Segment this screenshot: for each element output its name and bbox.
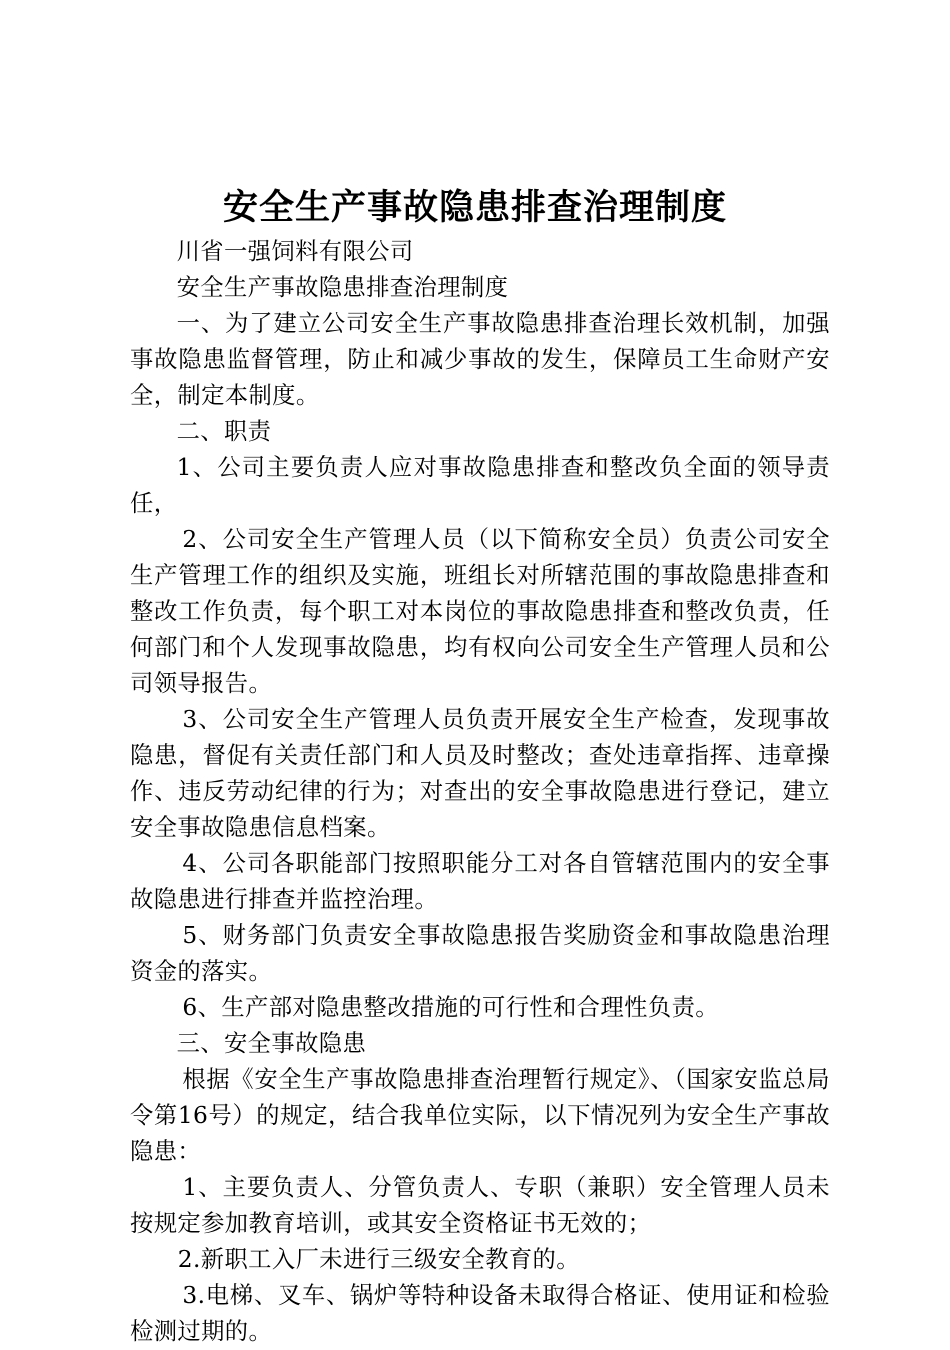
hazard-item-2: 2.新职工入厂未进行三级安全教育的。: [177, 1246, 580, 1273]
responsibility-item-6: 6、生产部对隐患整改措施的可行性和合理性负责。: [182, 994, 719, 1021]
responsibility-item-1: 1、公司主要负责人应对事故隐患排查和整改负全面的领导责任，: [130, 454, 830, 517]
company-name: 川省一强饲料有限公司: [176, 238, 414, 265]
responsibility-item-4: 4、公司各职能部门按照职能分工对各自管辖范围内的安全事故隐患进行排查并监控治理。: [130, 850, 830, 913]
hazard-item-1: 1、主要负责人、分管负责人、专职（兼职）安全管理人员未按规定参加教育培训，或其安全资格证书无效的；: [130, 1174, 830, 1237]
responsibility-item-2: 2、公司安全生产管理人员（以下简称安全员）负责公司安全生产管理工作的组织及实施，班组长对所辖范围的事故隐患排查和整改工作负责，每个职工对本岗位的事故隐患排查和整改负责，任何部门和个人发现事故隐患，均有权向公司安全生产管理人员和公司领导报告。: [130, 526, 830, 697]
section-heading-hazards: 三、安全事故隐患: [176, 1030, 367, 1057]
paragraph-purpose: 一、为了建立公司安全生产事故隐患排查治理长效机制，加强事故隐患监督管理，防止和减少事故的发生，保障员工生命财产安全，制定本制度。: [130, 310, 830, 409]
section-heading-responsibilities: 二、职责: [176, 418, 272, 445]
document-title: 安全生产事故隐患排查治理制度: [222, 188, 727, 228]
document-body: [130, 234, 830, 1350]
subtitle: 安全生产事故隐患排查治理制度: [176, 274, 509, 301]
hazard-item-3: 3.电梯、叉车、锅炉等特种设备未取得合格证、使用证和检验检测过期的。: [130, 1282, 830, 1345]
responsibility-item-3: 3、公司安全生产管理人员负责开展安全生产检查，发现事故隐患，督促有关责任部门和人员及时整改；查处违章指挥、违章操作、违反劳动纪律的行为；对查出的安全事故隐患进行登记，建立安全事故隐患信息档案。: [130, 706, 830, 841]
paragraph-regulation-basis: 根据《安全生产事故隐患排查治理暂行规定》、（国家安监总局令第16号）的规定，结合我单位实际，以下情况列为安全生产事故隐患：: [130, 1066, 830, 1165]
responsibility-item-5: 5、财务部门负责安全事故隐患报告奖励资金和事故隐患治理资金的落实。: [130, 922, 830, 985]
